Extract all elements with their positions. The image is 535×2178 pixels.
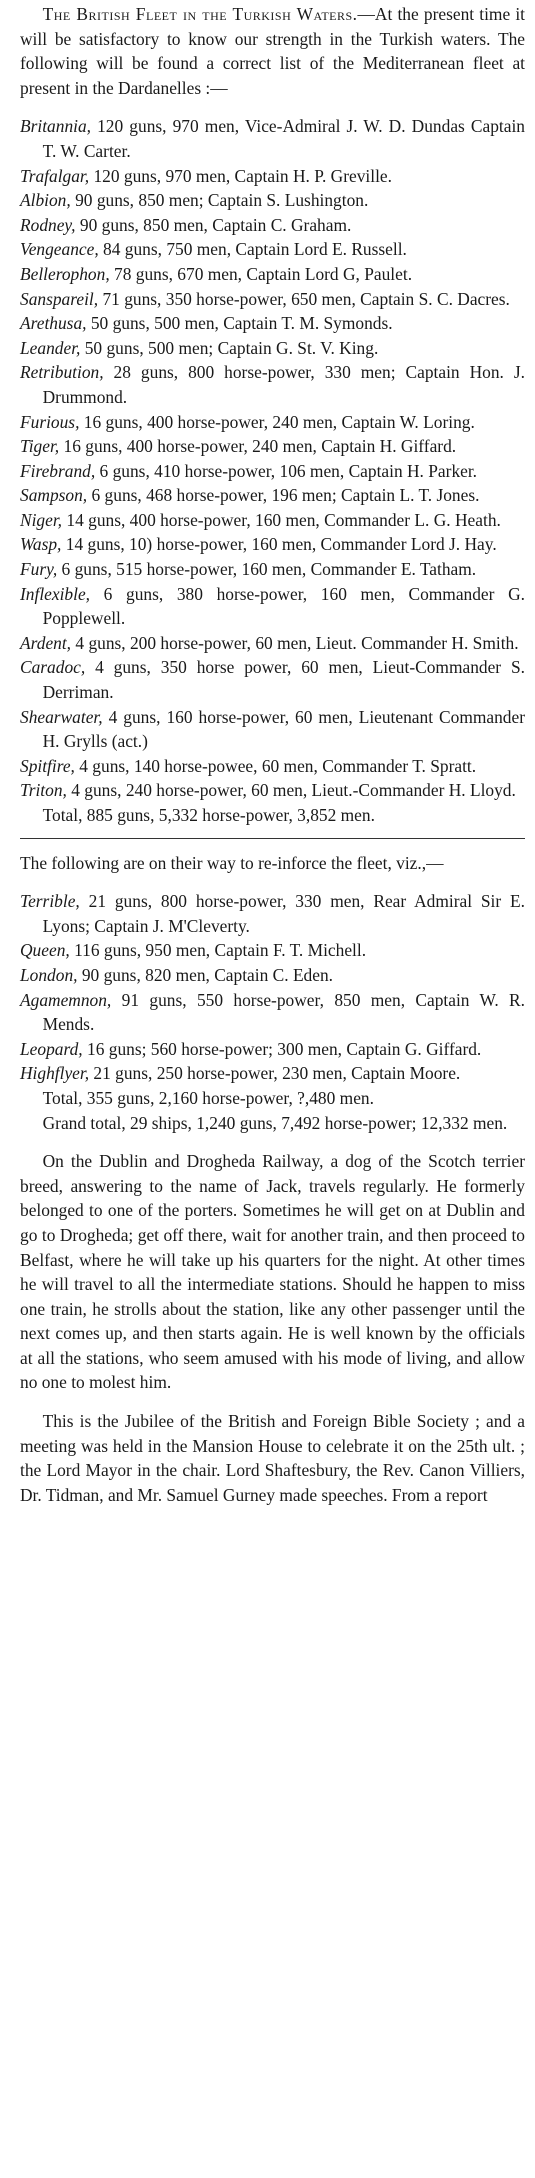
ship-details: 4 guns, 160 horse-power, 60 men, Lieutenant Commander H. Grylls (act.) [42, 706, 525, 752]
ship-entry [20, 311, 525, 336]
ship-name: Shearwater, [20, 706, 103, 727]
ship-details: 90 guns, 850 men; Captain S. Lushington. [70, 190, 369, 211]
bible-society-article: This is the Jubilee of the British and Foreign Bible Society ; and a meeting was held in the Mansion House to celebrate it on the 25th ult. ; the Lord Mayor in the chair. Lord Shaftesbury, the Rev. Canon Villiers, Dr. Tidman, and Mr. Samuel Gurney made speeches. From a report [20, 1411, 525, 1505]
ship-name: Spitfire, [20, 755, 75, 776]
ship-entry [20, 557, 525, 582]
ship-entry [20, 434, 525, 459]
ship-entry [20, 963, 525, 988]
ship-name: Fury, [20, 559, 58, 580]
ship-name: Terrible, [20, 891, 80, 912]
ship-details: 50 guns, 500 men; Captain G. St. V. King. [80, 337, 379, 358]
ship-entry [20, 164, 525, 189]
ship-name: Britannia, [20, 116, 92, 137]
ship-entry [20, 336, 525, 361]
spacer [20, 1395, 525, 1409]
spacer [20, 100, 525, 114]
ship-entry [20, 705, 525, 754]
ship-details: 4 guns, 350 horse power, 60 men, Lieut-Commander S. Derriman. [42, 657, 525, 703]
ship-entry [20, 360, 525, 409]
ship-entry [20, 1061, 525, 1086]
ship-name: Ardent, [20, 632, 72, 653]
ship-details: 90 guns, 820 men, Captain C. Eden. [77, 964, 334, 985]
ship-details: 50 guns, 500 men, Captain T. M. Symonds. [86, 313, 393, 334]
ship-details: 14 guns, 400 horse-power, 160 men, Commander L. G. Heath. [62, 509, 501, 530]
ship-entry [20, 508, 525, 533]
ship-name: Arethusa, [20, 313, 87, 334]
ship-entry [20, 410, 525, 435]
ship-name: Tiger, [20, 436, 60, 457]
ship-name: Trafalgar, [20, 165, 90, 186]
ship-name: London, [20, 964, 78, 985]
ship-entry [20, 778, 525, 803]
ship-entry [20, 532, 525, 557]
ship-name: Inflexible, [20, 583, 91, 604]
ship-entry [20, 655, 525, 704]
ship-details: 78 guns, 670 men, Captain Lord G, Paulet. [109, 263, 413, 284]
ship-entry [20, 237, 525, 262]
ship-list [20, 114, 525, 803]
ship-name: Highflyer, [20, 1063, 90, 1084]
ship-name: Firebrand, [20, 460, 96, 481]
ship-details: 6 guns, 380 horse-power, 160 men, Commander G. Popplewell. [42, 583, 525, 629]
ship-name: Leopard, [20, 1038, 83, 1059]
ship-entry [20, 114, 525, 163]
ship-details: 84 guns, 750 men, Captain Lord E. Russell. [98, 239, 407, 260]
ship-details: 21 guns, 800 horse-power, 330 men, Rear Admiral Sir E. Lyons; Captain J. M'Cleverty. [42, 891, 525, 936]
reinforcement-total: Total, 355 guns, 2,160 horse-power, ?,480 men. [42, 1087, 374, 1108]
ship-name: Agamemnon, [20, 989, 112, 1010]
ship-entry [20, 213, 525, 238]
ship-entry [20, 889, 525, 938]
ship-entry [20, 754, 525, 779]
ship-entry [20, 1037, 525, 1062]
ship-entry [20, 188, 525, 213]
ship-entry [20, 938, 525, 963]
spacer [20, 875, 525, 889]
ship-details: 4 guns, 200 horse-power, 60 men, Lieut. Commander H. Smith. [71, 632, 519, 653]
ship-name: Queen, [20, 940, 70, 961]
ship-entry [20, 988, 525, 1037]
ship-details: 6 guns, 410 horse-power, 106 men, Captain H. Parker. [95, 460, 478, 481]
ship-entry [20, 483, 525, 508]
ship-details: 4 guns, 240 horse-power, 60 men, Lieut.-Commander H. Lloyd. [66, 780, 516, 801]
ship-name: Leander, [20, 337, 81, 358]
reinforcement-list [20, 889, 525, 1086]
ship-name: Sampson, [20, 485, 88, 506]
section-divider [20, 838, 525, 839]
ship-details: 28 guns, 800 horse-power, 330 men; Captain Hon. J. Drummond. [42, 362, 525, 407]
fleet-total: Total, 885 guns, 5,332 horse-power, 3,852 men. [42, 805, 375, 825]
ship-details: 120 guns, 970 men, Vice-Admiral J. W. D. Dundas Captain T. W. Carter. [42, 116, 525, 161]
article-title: The British Fleet in the Turkish Waters. [42, 4, 358, 24]
ship-entry [20, 582, 525, 631]
ship-details: 4 guns, 140 horse-powee, 60 men, Commander T. Spratt. [74, 755, 477, 776]
ship-details: 71 guns, 350 horse-power, 650 men, Captain S. C. Dacres. [98, 288, 510, 309]
ship-name: Retribution, [20, 362, 104, 383]
ship-name: Albion, [20, 190, 71, 211]
fleet-article-heading [20, 2, 525, 100]
ship-name: Vengeance, [20, 239, 99, 260]
ship-details: 6 guns, 468 horse-power, 196 men; Captain L. T. Jones. [87, 485, 480, 506]
ship-details: 16 guns, 400 horse-power, 240 men, Captain H. Giffard. [59, 436, 457, 457]
ship-name: Niger, [20, 509, 63, 530]
article-intro: —At the present time it will be satisfactory to know our strength in the Turkish waters. The following will be found a correct list of the Mediterranean fleet at present in the Dardanelles :— [20, 4, 525, 98]
ship-name: Furious, [20, 411, 80, 432]
ship-details: 116 guns, 950 men, Captain F. T. Michell. [69, 940, 367, 961]
ship-entry [20, 459, 525, 484]
ship-entry [20, 631, 525, 656]
spacer [20, 1135, 525, 1149]
ship-name: Rodney, [20, 214, 76, 235]
ship-details: 14 guns, 10) horse-power, 160 men, Commander Lord J. Hay. [61, 534, 497, 555]
ship-details: 16 guns; 560 horse-power; 300 men, Captain G. Giffard. [82, 1038, 482, 1059]
ship-details: 21 guns, 250 horse-power, 230 men, Captain Moore. [89, 1063, 461, 1084]
ship-details: 91 guns, 550 horse-power, 850 men, Captain W. R. Mends. [42, 989, 525, 1035]
ship-details: 90 guns, 850 men, Captain C. Graham. [75, 214, 352, 235]
ship-entry [20, 262, 525, 287]
reinforce-intro: The following are on their way to re-inforce the fleet, viz.,— [20, 852, 444, 873]
ship-name: Caradoc, [20, 657, 86, 678]
ship-name: Sanspareil, [20, 288, 99, 309]
ship-entry [20, 287, 525, 312]
ship-details: 6 guns, 515 horse-power, 160 men, Commander E. Tatham. [57, 559, 477, 580]
ship-details: 16 guns, 400 horse-power, 240 men, Captain W. Loring. [79, 411, 475, 432]
dog-article: On the Dublin and Drogheda Railway, a dog of the Scotch terrier breed, answering to the name of Jack, travels regularly. He formerly belonged to one of the porters. Sometimes he will get on at Dublin and go to Drogheda; get off there, wait for another train, and then proceed to Belfast, where he will take up his quarters for the night. At other times he will travel to all the intermediate stations. Should he happen to miss one train, he strolls about the station, like any other passenger until the next comes up, and then starts again. He is well known by the officials at all the stations, who seem amused with his mode of living, and allow no one to molest him. [20, 1151, 525, 1393]
grand-total: Grand total, 29 ships, 1,240 guns, 7,492 horse-power; 12,332 men. [42, 1112, 508, 1133]
ship-details: 120 guns, 970 men, Captain H. P. Greville. [89, 165, 392, 186]
ship-name: Triton, [20, 780, 67, 801]
ship-name: Bellerophon, [20, 263, 110, 284]
ship-name: Wasp, [20, 534, 62, 555]
